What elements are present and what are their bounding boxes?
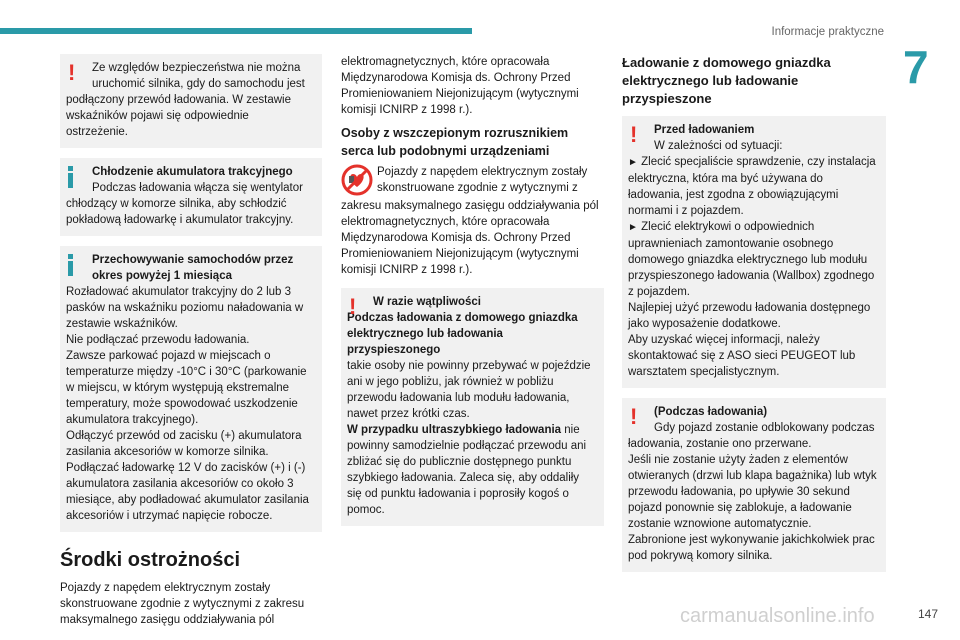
warning-title: (Podczas ładowania) xyxy=(654,406,768,418)
page-number: 147 xyxy=(917,607,938,621)
info-title: Przechowywanie samochodów przez okres powyżej 1 miesiąca xyxy=(92,254,294,282)
warning-icon: ! xyxy=(349,294,357,319)
warning-box-safety xyxy=(60,54,322,148)
warning-icon: ! xyxy=(68,60,76,85)
section-text: Pojazdy z napędem elektrycznym zostały skonstruowane zgodnie z wytycznymi z zakresu maksymalnego zasięgu oddziaływania pól xyxy=(60,582,305,626)
warning-text: Ze względów bezpieczeństwa nie można uruchomić silnika, gdy do samochodu jest xyxy=(92,62,305,90)
warning-text: Jeśli nie zostanie użyty żaden z elementów otwieranych (drzwi lub klapa bagażnika) lub wtyk przewodu ładowania, po upływie 30 sekund pojazd ponownie się zablokuje, a ładowanie zostanie wznowione automatycznie. xyxy=(628,454,877,530)
pacemaker-text: Pojazdy z napędem elektrycznym zostały skonstruowane zgodnie z wytycznymi z xyxy=(377,166,588,194)
warning-text: takie osoby nie powinny przebywać w pojeździe ani w jego pobliżu, jak również w pobliżu przewodu ładowania lub modułu ładowania, nawet przez krótki czas. xyxy=(347,360,591,420)
chapter-number: 7 xyxy=(903,41,929,93)
warning-text: Gdy pojazd zostanie odblokowany podczas xyxy=(654,422,875,434)
bullet-item xyxy=(628,219,878,300)
info-line: Nie podłączać przewodu ładowania. xyxy=(66,334,250,346)
pacemaker-warning-icon xyxy=(341,164,373,196)
bullet-text: Zlecić specjaliście sprawdzenie, czy instalacja elektryczna, która ma być używana do ładowania, jest zgodna z obowiązującymi normami i z pojazdem. xyxy=(628,156,876,217)
info-text-cont: chłodzący w komorze silnika, aby schłodzić pokładową ładowarkę i akumulator trakcyjny. xyxy=(66,198,294,226)
watermark: carmanualsonline.info xyxy=(680,605,875,627)
column-2 xyxy=(341,54,604,536)
warning-subtitle: Podczas ładowania z domowego gniazdka elektrycznego lub ładowania przyspieszonego xyxy=(347,312,578,356)
warning-icon: ! xyxy=(630,122,638,147)
header-accent-bar xyxy=(0,28,472,34)
warning-box-before-charging xyxy=(622,116,886,388)
warning-text: Zabronione jest wykonywanie jakichkolwiek prac pod pokrywą komory silnika. xyxy=(628,534,875,562)
column-3 xyxy=(622,54,886,582)
bullet-item xyxy=(628,154,878,219)
column-1 xyxy=(60,54,322,628)
bullet-arrow-icon: ► xyxy=(628,157,638,168)
warning-title: W razie wątpliwości xyxy=(373,296,481,308)
bullet-text: Zlecić elektrykowi o odpowiednich uprawnieniach zamontowanie osobnego domowego gniazdka elektrycznego lub modułu przyspieszonego ładowania (Wallbox) zgodnego z pojazdem. xyxy=(628,221,875,298)
warning-bold: W przypadku ultraszybkiego ładowania xyxy=(347,424,562,436)
info-line: Rozładować akumulator trakcyjny do 2 lub 3 pasków na wskaźniku poziomu naładowania w zestawie wskaźników. xyxy=(66,286,304,330)
pacemaker-paragraph xyxy=(341,164,604,278)
warning-text: W zależności od sytuacji: xyxy=(654,140,783,152)
info-icon xyxy=(68,254,74,276)
warning-text: Aby uzyskać więcej informacji, należy skontaktować się z ASO sieci PEUGEOT lub warsztatem specjalistycznym. xyxy=(628,334,856,378)
warning-box-during-charging xyxy=(622,398,886,572)
header-title: Informacje praktyczne xyxy=(771,26,884,38)
charging-heading: Ładowanie z domowego gniazdka elektrycznego lub ładowanie przyspieszone xyxy=(622,55,831,106)
warning-text-cont: podłączony przewód ładowania. W zestawie wskaźników pojawi się odpowiednie ostrzeżenie. xyxy=(66,94,292,138)
info-text: Podczas ładowania włącza się wentylator xyxy=(92,182,303,194)
warning-box-doubts xyxy=(341,288,604,526)
info-title: Chłodzenie akumulatora trakcyjnego xyxy=(92,166,293,178)
warning-text-ultrafast xyxy=(347,422,596,518)
warning-text: ładowania, zostanie ono przerwane. xyxy=(628,438,812,450)
info-icon xyxy=(68,166,74,188)
bullet-arrow-icon: ► xyxy=(628,222,638,233)
info-box-cooling xyxy=(60,158,322,236)
pacemaker-heading: Osoby z wszczepionym rozrusznikiem serca lub podobnymi urządzeniami xyxy=(341,126,569,158)
section-title: Środki ostrożności xyxy=(60,549,241,571)
warning-icon: ! xyxy=(630,404,638,429)
warning-title: Przed ładowaniem xyxy=(654,124,755,136)
warning-text-cont: nie powinny samodzielnie podłączać przewodu ani zbliżać się do publicznie dostępnego punktu szybkiego ładowania. Zaleca się, aby oddaliły się od punktu ładowania i poprosiły kogoś o pomoc. xyxy=(347,424,587,516)
info-line: Odłączyć przewód od zacisku (+) akumulatora zasilania akcesoriów w komorze silnika. xyxy=(66,430,302,458)
intro-text: elektromagnetycznych, które opracowała Międzynarodowa Komisja ds. Ochrony Przed Promieniowaniem Niejonizującym (wytycznymi komisji ICNIRP z 1998 r.). xyxy=(341,56,579,116)
pacemaker-text-cont: zakresu maksymalnego zasięgu oddziaływania pól elektromagnetycznych, które opracowała Międzynarodowa Komisja ds. Ochrony Przed Promieniowaniem Niejonizującym (wytycznymi komisji ICNIRP z 1998 r.). xyxy=(341,200,599,276)
info-line: Zawsze parkować pojazd w miejscach o temperaturze między -10°C i 30°C (parkowanie w miejscu, w którym występują ekstremalne temperatury, może spowodować uszkodzenie akumulatora trakcyjnego). xyxy=(66,350,307,426)
info-line: Podłączać ładowarkę 12 V do zacisków (+) i (-) akumulatora zasilania akcesoriów co około 3 miesiące, aby podładować akumulator zasilania akcesoriów i utrzymać napięcie robocze. xyxy=(66,462,309,522)
warning-text: Najlepiej użyć przewodu ładowania dostępnego jako wyposażenie dodatkowe. xyxy=(628,302,871,330)
info-box-storage xyxy=(60,246,322,532)
